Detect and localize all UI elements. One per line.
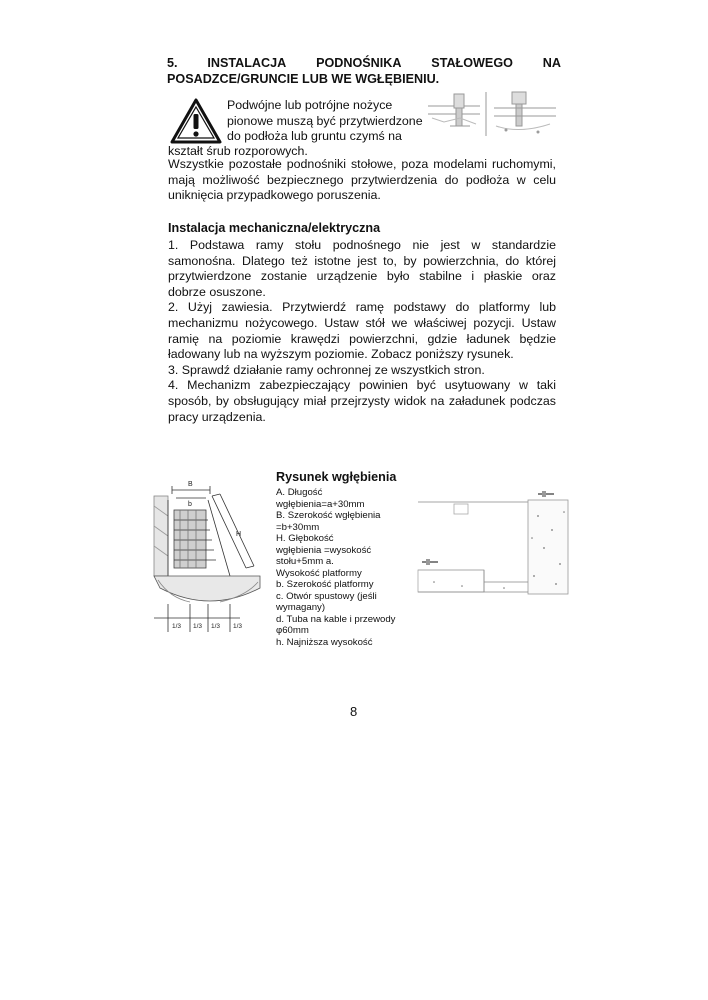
- text-line: 2. Użyj zawiesia. Przytwierdź ramę podstawy do platformy lub: [168, 300, 556, 315]
- heading-word: INSTALACJA: [207, 56, 287, 70]
- step-3: [168, 363, 556, 379]
- legend-line: Wysokość platformy: [276, 567, 362, 579]
- text-line: 1. Podstawa ramy stołu podnośnego nie jest w standardzie: [168, 238, 556, 252]
- third-label: 1/3: [211, 623, 221, 630]
- warning-text: [227, 98, 427, 145]
- warning-line: Podwójne lub potrójne nożyce: [227, 98, 393, 112]
- warning-tail: kształt śrub rozporowych.: [168, 144, 308, 158]
- text-line: mają możliwość bezpiecznego przytwierdzenia do podłoża w celu: [168, 172, 556, 187]
- warning-line: do podłoża lub gruntu czymś na: [227, 129, 402, 144]
- step-1: [168, 238, 556, 300]
- legend-line: wgłębienia=a+30mm: [276, 498, 365, 510]
- legend-line: H. Głębokość: [276, 533, 334, 544]
- step-2: [168, 300, 556, 362]
- legend-line: c. Otwór spustowy (jeśli: [276, 590, 377, 602]
- third-label: 1/3: [172, 623, 182, 630]
- text-line: mechanizmu nożycowego. Ustaw stół we właściwej pozycji. Ustaw: [168, 315, 556, 330]
- anchor-bolt-illustration: [420, 86, 560, 142]
- text-line: dobrze osuszone.: [168, 284, 266, 299]
- figure-legend: [276, 487, 406, 648]
- legend-line: wymagany): [276, 602, 326, 613]
- third-label: 1/3: [233, 623, 243, 630]
- legend-line: wgłębienia =wysokość: [276, 544, 372, 556]
- text-line: samonośna. Dlatego też istotne jest to, by powierzchnia, do której: [168, 253, 556, 268]
- text-line: przytwierdzone zostanie urządzenie było stabilne i płaskie oraz: [168, 269, 556, 284]
- dim-label-B: B: [188, 481, 193, 488]
- heading-word: NA: [542, 56, 561, 70]
- heading-word: STAŁOWEGO: [431, 56, 513, 70]
- text-line: ładowany lub na wyższym poziomie. Zobacz poniższy rysunek.: [168, 347, 514, 362]
- text-line: ramię na poziomie krawędzi powierzchni, gdzie ładunek będzie: [168, 331, 556, 346]
- legend-line: d. Tuba na kable i przewody: [276, 613, 396, 625]
- installation-steps: [168, 238, 556, 425]
- heading-line-1: [167, 55, 561, 71]
- text-line: pracy urządzenia.: [168, 409, 266, 424]
- intro-paragraph: [168, 157, 556, 204]
- legend-line: h. Najniższa wysokość: [276, 636, 373, 648]
- page-number: 8: [350, 704, 358, 719]
- heading-word: 5.: [167, 56, 178, 70]
- legend-line: A. Długość: [276, 487, 323, 498]
- legend-line: stołu+5mm a.: [276, 556, 334, 567]
- side-section-drawing: [414, 486, 574, 598]
- step-4: [168, 378, 556, 425]
- heading-word: PODNOŚNIKA: [316, 56, 402, 70]
- pit-diagram: [150, 476, 270, 636]
- legend-line: φ60mm: [276, 625, 309, 636]
- text-line: 4. Mechanizm zabezpieczający powinien być usytuowany w taki: [168, 378, 556, 393]
- text-line: Wszystkie pozostałe podnośniki stołowe, poza modelami ruchomymi,: [168, 157, 556, 171]
- text-line: 3. Sprawdź działanie ramy ochronnej ze wszystkich stron.: [168, 362, 485, 377]
- heading-line-2: POSADZCE/GRUNCIE LUB WE WGŁĘBIENIU.: [167, 72, 440, 86]
- section-heading: [167, 55, 561, 87]
- text-line: sposób, by obsługujący miał przejrzysty widok na załadunek podczas: [168, 393, 556, 408]
- legend-line: b. Szerokość platformy: [276, 579, 374, 590]
- third-label: 1/3: [193, 623, 203, 630]
- legend-line: =b+30mm: [276, 521, 320, 533]
- dim-label-b: b: [188, 501, 192, 508]
- subsection-title: Instalacja mechaniczna/elektryczna: [168, 221, 381, 235]
- dim-label-H: H: [236, 531, 242, 538]
- figure-title: Rysunek wgłębienia: [276, 470, 397, 484]
- text-line: uniknięcia przypadkowego poruszenia.: [168, 188, 381, 203]
- legend-line: B. Szerokość wgłębienia: [276, 510, 381, 521]
- warning-icon: [170, 98, 222, 144]
- warning-line: pionowe muszą być przytwierdzone: [227, 113, 423, 128]
